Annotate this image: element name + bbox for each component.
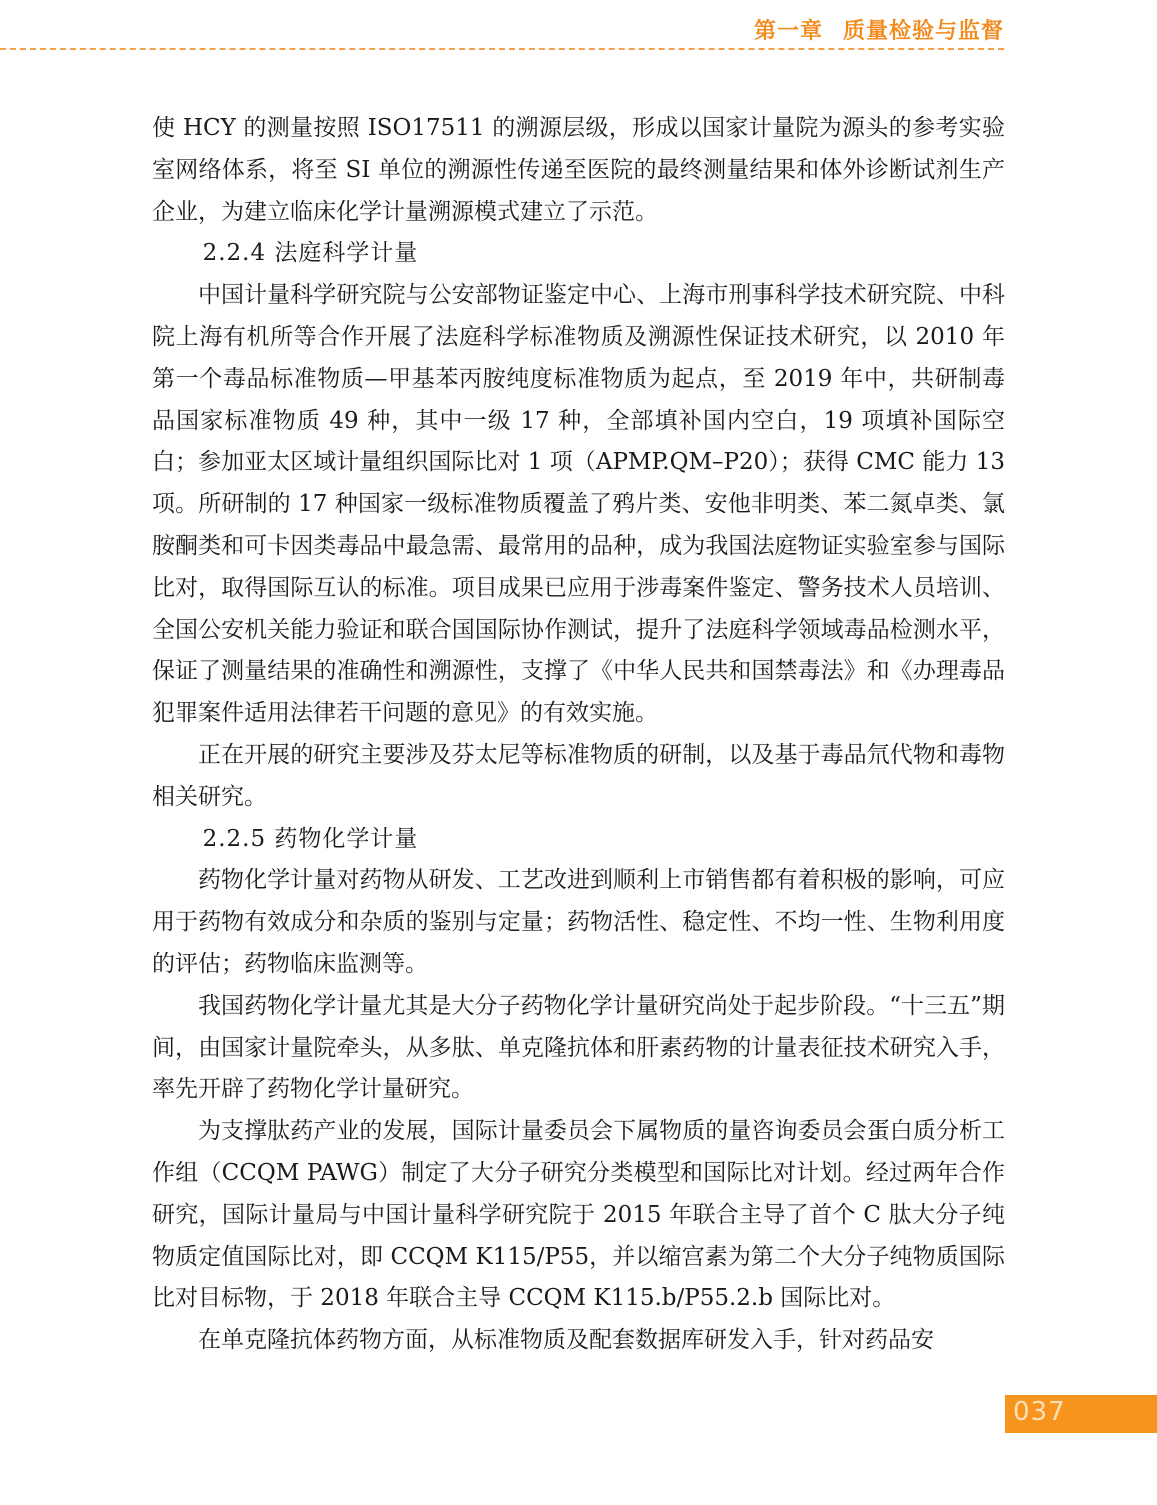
paragraph: 正在开展的研究主要涉及芬太尼等标准物质的研制，以及基于毒品氘代物和毒物相关研究。 [152,741,1005,810]
section-heading-2-2-5: 2.2.5 药物化学计量 [202,825,419,852]
paragraph: 在单克隆抗体药物方面，从标准物质及配套数据库研发入手，针对药品安 [198,1327,934,1354]
paragraph: 我国药物化学计量尤其是大分子药物化学计量研究尚处于起步阶段。“十三五”期间，由国家计量院牵头，从多肽、单克隆抗体和肝素药物的计量表征技术研究入手，率先开辟了药物化学计量研究。 [152,992,1005,1103]
paragraph: 中国计量科学研究院与公安部物证鉴定中心、上海市刑事科学技术研究院、中科院上海有机所等合作开展了法庭科学标准物质及溯源性保证技术研究，以 2010 年第一个毒品标准物质—甲基苯丙胺纯度标准物质为起点，至 2019 年中，共研制毒品国家标准物质 49 种，其中一级 17 种，全部填补国内空白，19 项填补国际空白；参加亚太区域计量组织国际比对 1 项（APMP.QM–P20）；获得 CMC 能力 13 项。所研制的 17 种国家一级标准物质覆盖了鸦片类、安他非明类、苯二氮卓类、氯胺酮类和可卡因类毒品中最急需、最常用的品种，成为我国法庭物证实验室参与国际比对，取得国际互认的标准。项目成果已应用于涉毒案件鉴定、警务技术人员培训、全国公安机关能力验证和联合国国际协作测试，提升了法庭科学领域毒品检测水平，保证了测量结果的准确性和溯源性，支撑了《中华人民共和国禁毒法》和《办理毒品犯罪案件适用法律若干问题的意见》的有效实施。 [152,282,1005,727]
header-divider [0,48,1004,50]
chapter-header [754,14,1004,45]
page-number: 037 [1013,1397,1066,1427]
chapter-label: 第一章 [753,19,823,44]
body-text [152,108,1005,1362]
paragraph: 为支撑肽药产业的发展，国际计量委员会下属物质的量咨询委员会蛋白质分析工作组（CCQM PAWG）制定了大分子研究分类模型和国际比对计划。经过两年合作研究，国际计量局与中国计量科学研究院于 2015 年联合主导了首个 C 肽大分子纯物质定值国际比对，即 CCQM K115/P55，并以缩宫素为第二个大分子纯物质国际比对目标物，于 2018 年联合主导 CCQM K115.b/P55.2.b 国际比对。 [152,1118,1005,1312]
paragraph-continued: 使 HCY 的测量按照 ISO17511 的溯源层级，形成以国家计量院为源头的参考实验室网络体系，将至 SI 单位的溯源性传递至医院的最终测量结果和体外诊断试剂生产企业，为建立临床化学计量溯源模式建立了示范。 [152,115,1005,225]
section-heading-2-2-4: 2.2.4 法庭科学计量 [202,240,419,267]
chapter-title: 质量检验与监督 [842,19,1004,44]
page-number-tab [1005,1395,1157,1433]
paragraph: 药物化学计量对药物从研发、工艺改进到顺利上市销售都有着积极的影响，可应用于药物有效成分和杂质的鉴别与定量；药物活性、稳定性、不均一性、生物利用度的评估；药物临床监测等。 [152,867,1005,977]
